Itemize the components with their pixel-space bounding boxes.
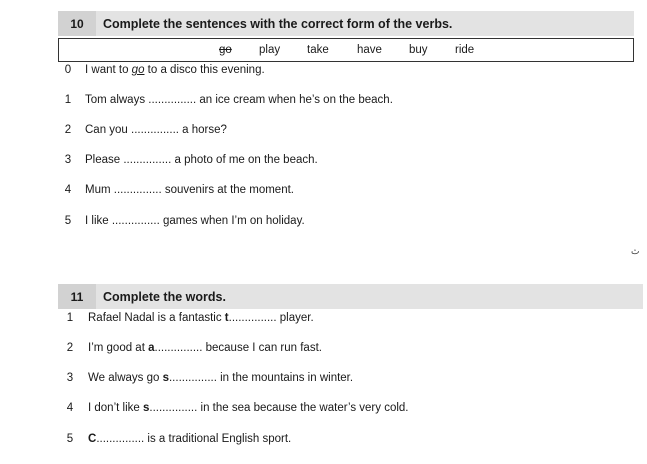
list-item [64, 310, 634, 326]
section-11-number: 11 [58, 284, 96, 309]
section-11-title: Complete the words. [103, 289, 226, 304]
item-number: 5 [66, 433, 74, 445]
list-item [64, 370, 634, 386]
example-row [60, 62, 620, 78]
item-letter: s [162, 372, 169, 384]
item-number: 4 [66, 402, 74, 414]
example-text [85, 62, 265, 78]
item-text: Can you ............... a horse? [85, 124, 227, 136]
section-10-title: Complete the sentences with the correct form of the verbs. [103, 16, 453, 31]
list-item [64, 340, 634, 356]
example-after: to a disco this evening. [147, 64, 265, 76]
item-pre: I’m good at [88, 342, 149, 354]
item-post: ............... is a traditional English sport. [96, 433, 292, 445]
word-ride: ride [455, 44, 475, 56]
list-item [60, 182, 620, 198]
item-text: I like ............... games when I’m on holiday. [85, 215, 305, 227]
item-letter: s [142, 402, 150, 414]
word-go: go [219, 44, 232, 56]
item-number: 2 [64, 124, 72, 136]
list-item [64, 400, 634, 416]
item-number: 1 [64, 94, 72, 106]
section-10-number: 10 [58, 11, 96, 36]
item-letter: C [88, 433, 97, 445]
item-text: Please ............... a photo of me on the beach. [85, 154, 318, 166]
item-text [88, 431, 291, 447]
item-number: 4 [64, 184, 72, 196]
item-number: 5 [64, 215, 72, 227]
item-pre: Rafael Nadal is a fantastic [88, 312, 225, 324]
list-item [60, 122, 620, 138]
item-text [88, 400, 408, 416]
list-item [60, 152, 620, 168]
example-number: 0 [64, 64, 72, 76]
item-text [88, 310, 314, 326]
item-letter: a [148, 342, 155, 354]
item-number: 1 [66, 312, 74, 324]
list-item [60, 92, 620, 108]
corner-mark: ث [631, 246, 640, 256]
item-letter: t [224, 312, 229, 324]
word-take: take [307, 44, 329, 56]
item-text: Mum ............... souvenirs at the moment. [85, 184, 294, 196]
item-post: ............... in the mountains in winter. [168, 372, 354, 384]
section-10-header [58, 11, 634, 36]
word-have: have [357, 44, 382, 56]
example-before: I want to [85, 64, 129, 76]
item-post: ............... player. [228, 312, 314, 324]
list-item [60, 213, 620, 229]
item-number: 2 [66, 342, 74, 354]
word-box [58, 38, 634, 62]
example-answer: go [131, 64, 145, 76]
item-text [88, 340, 322, 356]
item-number: 3 [64, 154, 72, 166]
item-post: ............... because I can run fast. [154, 342, 322, 354]
word-play: play [259, 44, 281, 56]
list-item [64, 431, 634, 447]
item-number: 3 [66, 372, 74, 384]
item-text: Tom always ............... an ice cream when he’s on the beach. [85, 94, 393, 106]
item-pre: We always go [88, 372, 163, 384]
section-11-header [58, 284, 643, 309]
word-buy: buy [409, 44, 428, 56]
item-pre: I don’t like [88, 402, 143, 414]
item-text [88, 370, 353, 386]
item-post: ............... in the sea because the water’s very cold. [149, 402, 409, 414]
